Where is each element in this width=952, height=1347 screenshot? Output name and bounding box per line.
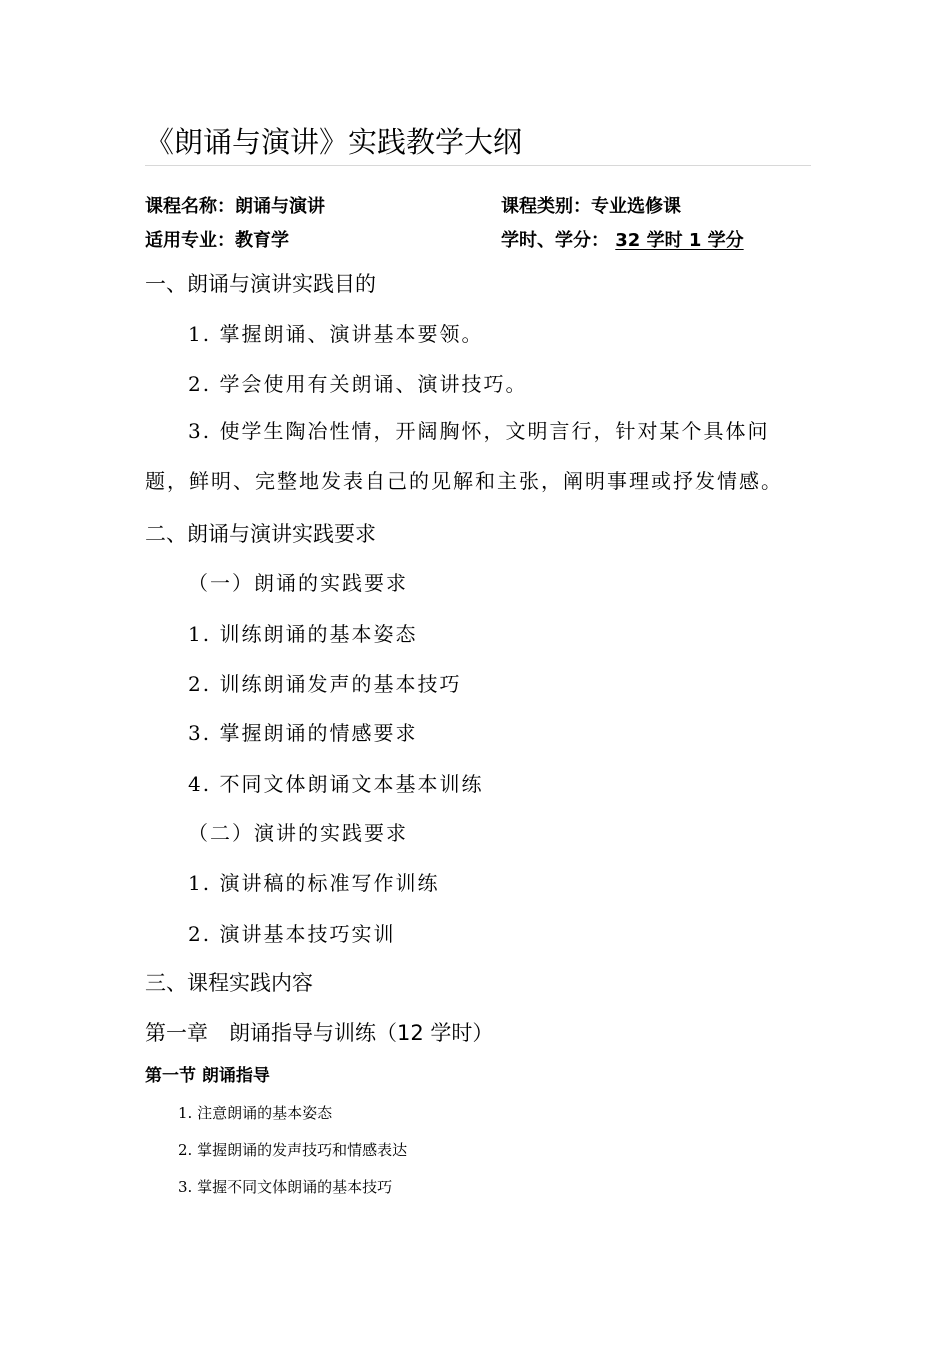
section1-item-long: 3. 使学生陶冶性情，开阔胸怀，文明言行，针对某个具体问题，鲜明、完整地发表自己的见解和主张，阐明事理或抒发情感。: [145, 419, 783, 493]
subsection2-item: 2. 演讲基本技巧实训: [188, 922, 396, 946]
title-divider: [145, 165, 811, 166]
page-title: 《朗诵与演讲》实践教学大纲: [145, 125, 523, 159]
subsection1-item: 4. 不同文体朗诵文本基本训练: [188, 772, 484, 796]
chapter1-item: 1. 注意朗诵的基本姿态: [178, 1104, 333, 1122]
chapter1-section-title: 第一节 朗诵指导: [145, 1066, 270, 1086]
course-name-value: 朗诵与演讲: [235, 196, 325, 217]
subsection1-item: 1. 训练朗诵的基本姿态: [188, 622, 418, 646]
subsection2-title: （二）演讲的实践要求: [188, 821, 408, 845]
subsection2-item: 1. 演讲稿的标准写作训练: [188, 871, 440, 895]
course-type-value: 专业选修课: [591, 196, 681, 217]
section2-heading: 二、朗诵与演讲实践要求: [145, 522, 376, 546]
major-value: 教育学: [235, 230, 289, 251]
chapter1-title: 第一章 朗诵指导与训练（12 学时）: [145, 1021, 494, 1045]
subsection1-item: 2. 训练朗诵发声的基本技巧: [188, 672, 462, 696]
major-label: 适用专业：: [145, 230, 235, 251]
hours-value: 32 学时 1 学分: [615, 230, 744, 251]
hours-row: [501, 226, 744, 252]
subsection1-title: （一）朗诵的实践要求: [188, 571, 408, 595]
section3-heading: 三、课程实践内容: [145, 971, 313, 995]
course-name-label: 课程名称：: [145, 196, 235, 217]
hours-label: 学时、学分：: [501, 230, 609, 251]
subsection1-item: 3. 掌握朗诵的情感要求: [188, 721, 418, 745]
chapter1-item: 2. 掌握朗诵的发声技巧和情感表达: [178, 1141, 408, 1159]
chapter1-item: 3. 掌握不同文体朗诵的基本技巧: [178, 1178, 393, 1196]
section1-item: 2. 学会使用有关朗诵、演讲技巧。: [188, 372, 528, 396]
section1-heading: 一、朗诵与演讲实践目的: [145, 272, 376, 296]
course-type-row: [501, 192, 681, 218]
course-name-row: [145, 192, 325, 218]
major-row: [145, 226, 289, 252]
section1-item: 1. 掌握朗诵、演讲基本要领。: [188, 322, 484, 346]
course-type-label: 课程类别：: [501, 196, 591, 217]
